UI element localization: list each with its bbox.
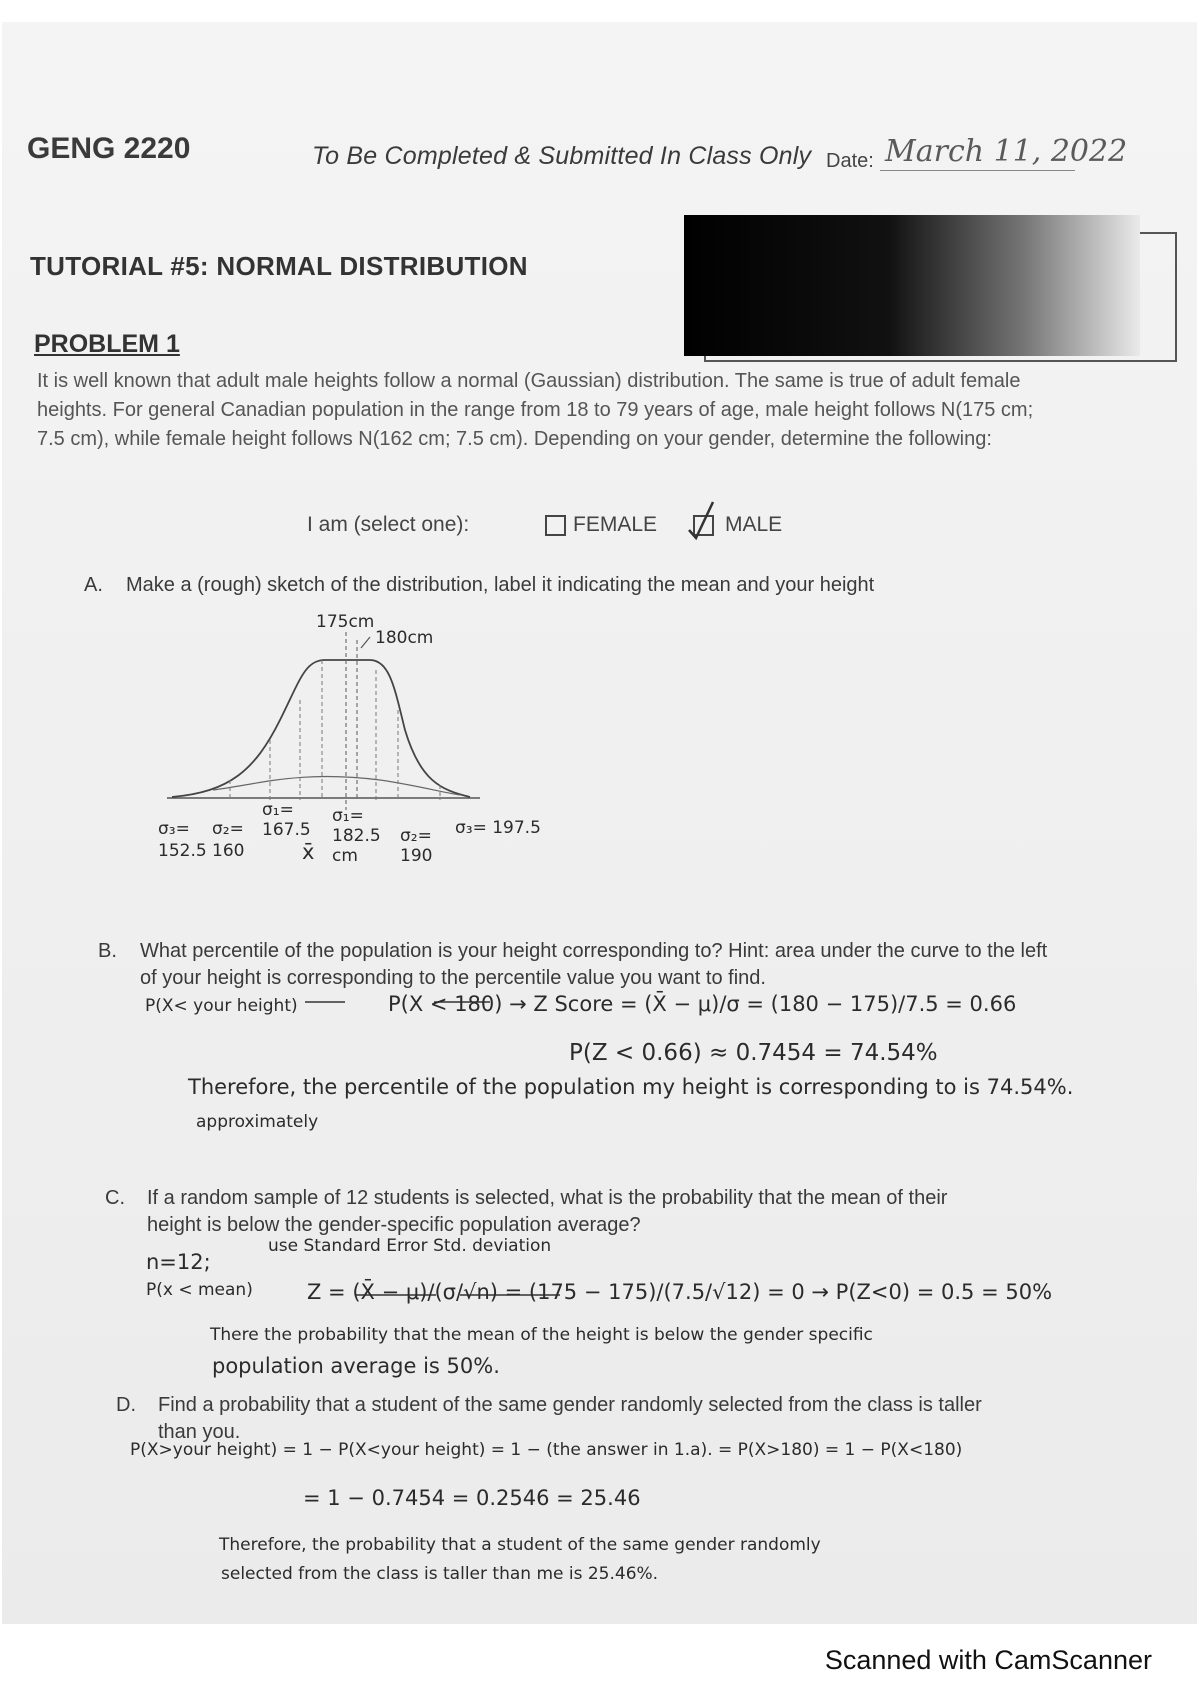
gender-select-label: I am (select one): <box>307 513 470 536</box>
question-a-text: Make a (rough) sketch of the distribution, label it indicating the mean and your height <box>126 574 875 596</box>
question-c <box>105 1185 1005 1239</box>
question-a <box>84 572 874 599</box>
b-answer-conclusion: Therefore, the percentile of the population my height is corresponding to is 74.54%. <box>188 1075 1074 1099</box>
sketch-label-minus-1: σ₁= 167.5 <box>262 800 311 840</box>
sketch-label-minus-3: σ₃= 152.5 <box>158 819 207 861</box>
course-code: GENG 2220 <box>27 132 191 165</box>
question-d-text: Find a probability that a student of the same gender randomly selected from the class is taller than you. <box>158 1394 982 1443</box>
d-answer-line-1: P(X>your height) = 1 − P(X<your height) = 1 − (the answer in 1.a). = P(X>180) = 1 − P(X<180) <box>130 1440 963 1460</box>
submission-notice: To Be Completed & Submitted In Class Only <box>312 142 812 170</box>
question-b <box>98 938 1048 992</box>
sketch-shading-curve <box>213 777 460 796</box>
date-value: March 11, 2022 <box>885 134 1128 169</box>
female-label: FEMALE <box>573 513 658 536</box>
c-answer-conclusion-2: population average is 50%. <box>212 1354 500 1378</box>
c-answer-n: n=12; <box>146 1250 211 1274</box>
c-answer-p-label: P(x < mean) <box>146 1280 253 1300</box>
problem-heading: PROBLEM 1 <box>34 330 180 358</box>
b-answer-left: P(X< your height) <box>145 996 298 1016</box>
question-a-letter: A. <box>84 574 103 596</box>
problem-statement: It is well known that adult male heights follow a normal (Gaussian) distribution. The same is true of adult female heights. For general Canadian population in the range from 18 to 79 years of age, male height follows N(175 cm; 7.5 cm), while female height follows N(162 cm; 7.5 cm). Depending on your gender, determine the following: <box>37 370 1034 450</box>
c-answer-zscore: Z = (X̄ − μ)/(σ/√n) = (175 − 175)/(7.5/√12) = 0 → P(Z<0) = 0.5 = 50% <box>307 1280 1053 1304</box>
sketch-label-plus-3: σ₃= 197.5 <box>455 818 541 838</box>
c-answer-conclusion-1: There the probability that the mean of the height is below the gender specific <box>210 1325 873 1345</box>
c-answer-note: use Standard Error Std. deviation <box>268 1236 552 1256</box>
sketch-label-plus-2: σ₂= 190 <box>400 826 433 866</box>
question-c-text: If a random sample of 12 students is selected, what is the probability that the mean of their height is below the gender-specific population average? <box>147 1187 948 1236</box>
tutorial-title: TUTORIAL #5: NORMAL DISTRIBUTION <box>30 251 528 281</box>
b-answer-approx: approximately <box>196 1112 319 1132</box>
sketch-label-height: 180cm <box>375 628 434 648</box>
sketch-label-minus-2: σ₂= 160 <box>212 819 245 861</box>
d-answer-line-2: = 1 − 0.7454 = 0.2546 = 25.46 <box>303 1486 641 1510</box>
male-checkmark <box>689 502 713 538</box>
d-answer-conclusion-2: selected from the class is taller than me is 25.46%. <box>221 1564 659 1584</box>
question-b-text: What percentile of the population is your height corresponding to? Hint: area under the curve to the left of your height is corresponding to the percentile value you want to find. <box>140 940 1048 989</box>
b-answer-zscore: P(X < 180) → Z Score = (X̄ − μ)/σ = (180 − 175)/7.5 = 0.66 <box>388 992 1017 1016</box>
question-d-letter: D. <box>116 1394 136 1416</box>
date-label: Date: <box>826 150 874 172</box>
scanner-watermark: Scanned with CamScanner <box>824 1645 1152 1675</box>
d-answer-conclusion-1: Therefore, the probability that a student of the same gender randomly <box>219 1535 821 1555</box>
question-d <box>116 1392 1016 1446</box>
question-b-letter: B. <box>98 940 117 962</box>
b-answer-probability: P(Z < 0.66) ≈ 0.7454 = 74.54% <box>569 1040 938 1066</box>
sketch-label-mean: 175cm <box>316 612 375 632</box>
sketch-label-xbar: x̄ <box>302 840 315 864</box>
sketch-label-plus-1: σ₁= 182.5 cm <box>332 806 381 866</box>
male-label: MALE <box>725 513 783 536</box>
question-c-letter: C. <box>105 1187 125 1209</box>
